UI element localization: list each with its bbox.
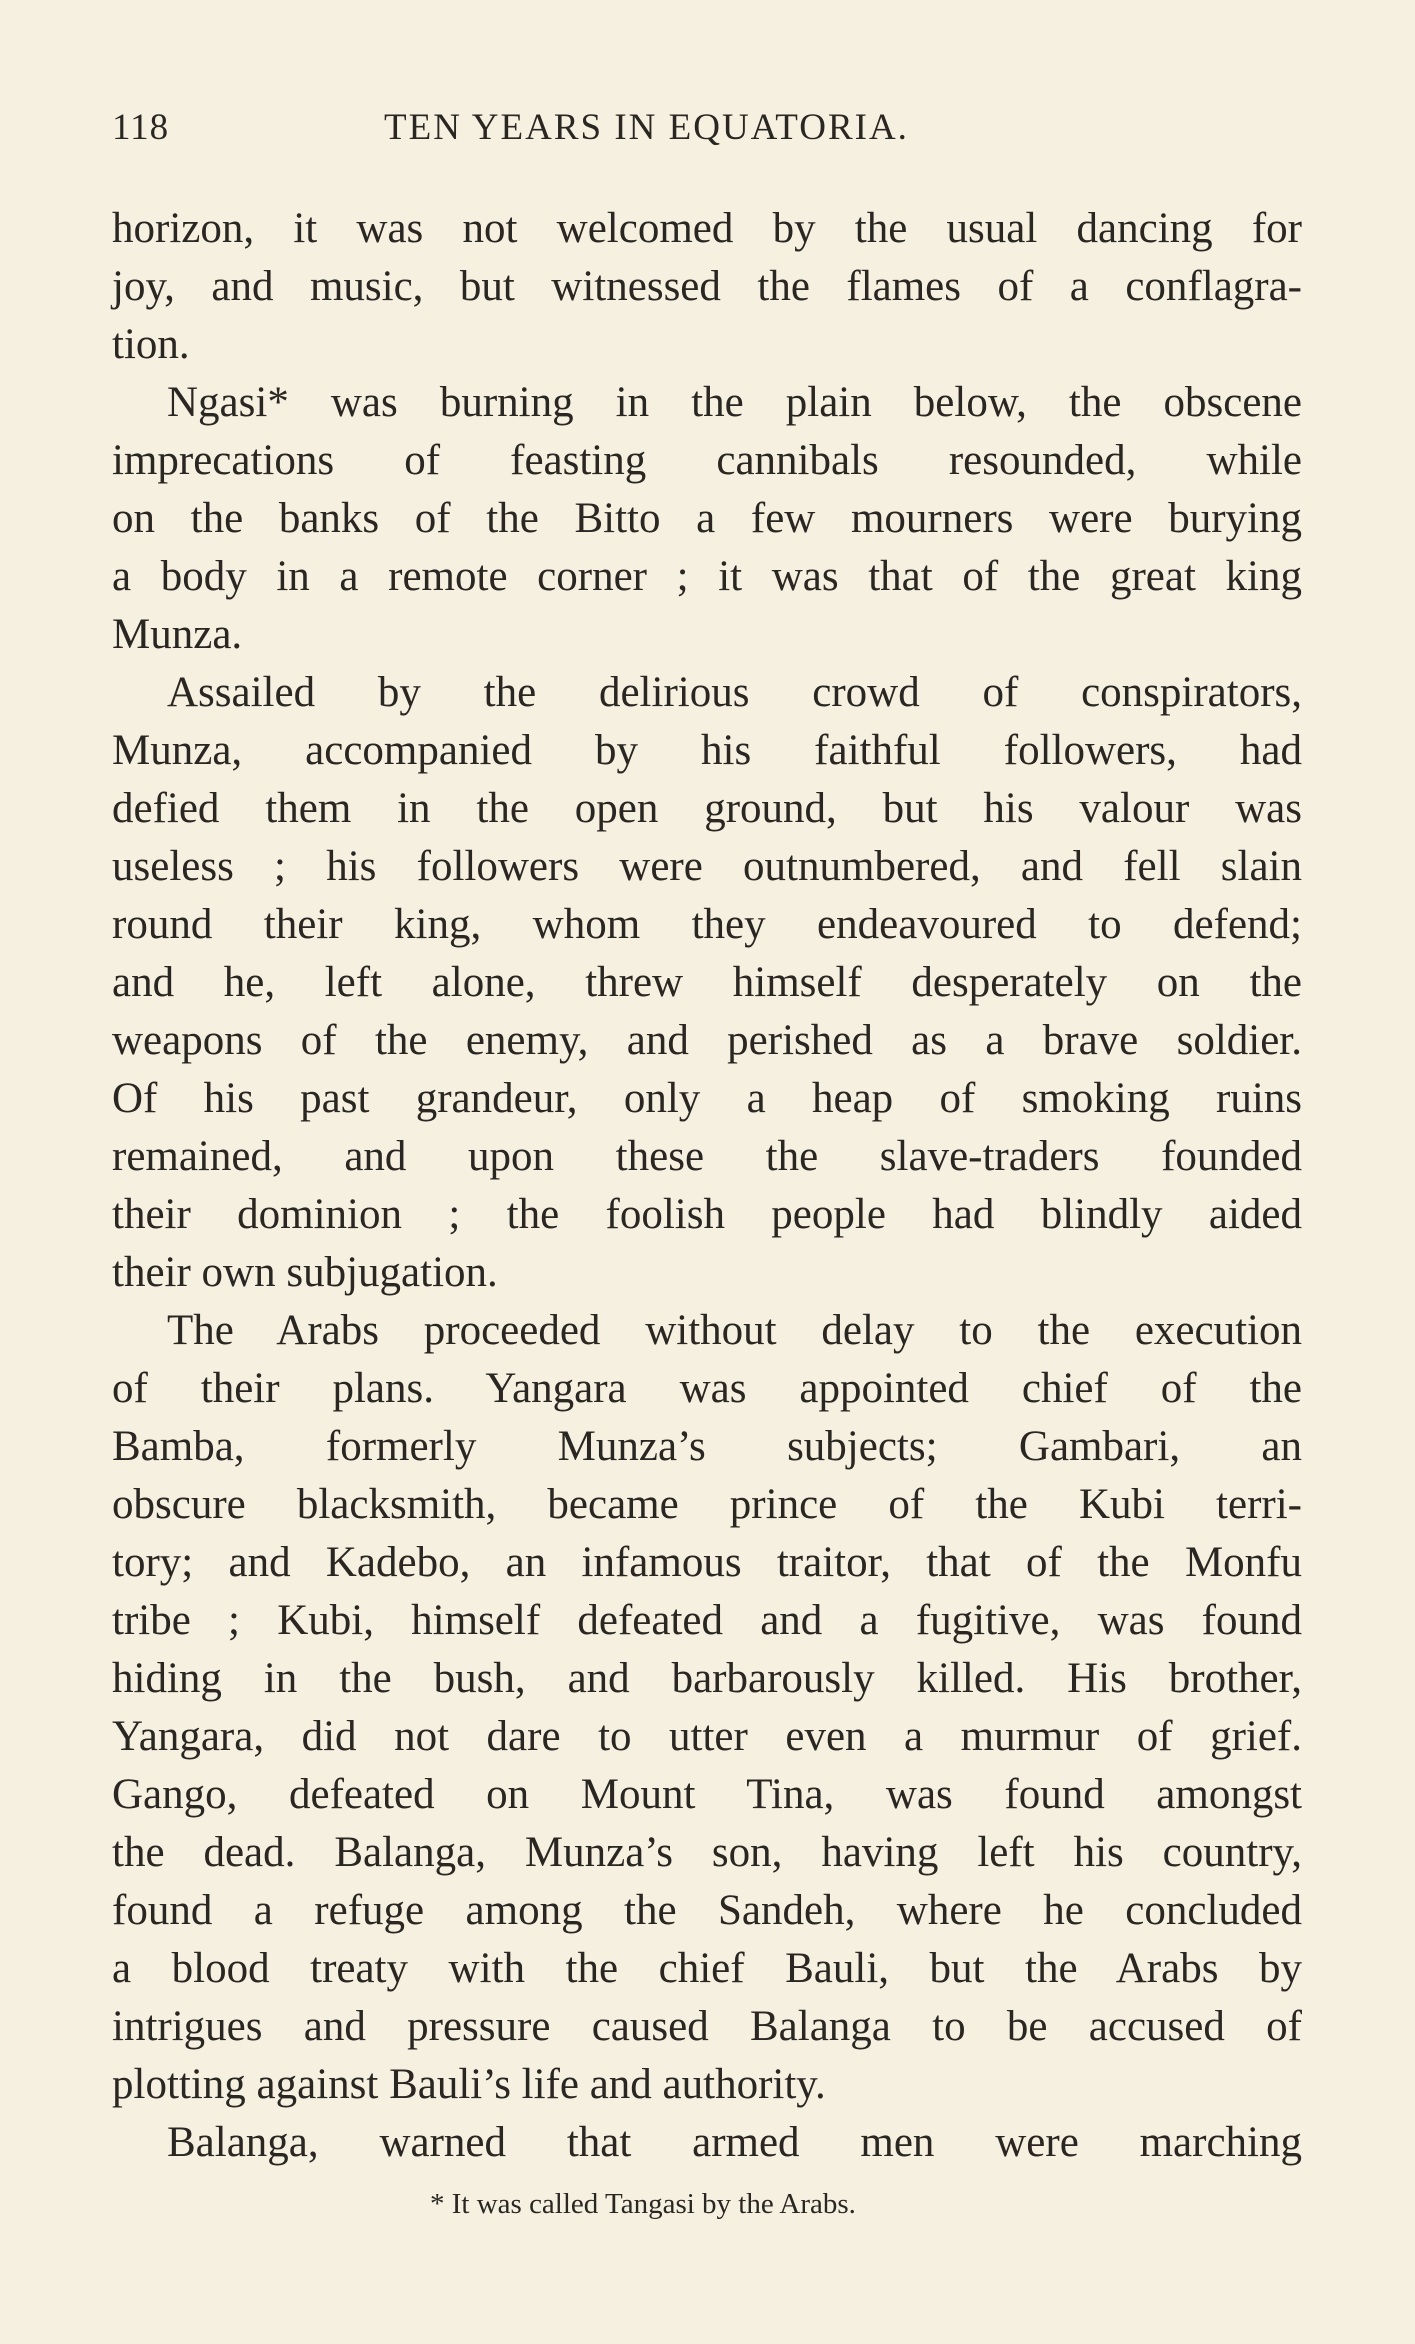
- text-line: Bamba, formerly Munza’s subjects; Gambari, an: [112, 1423, 1302, 1470]
- text-line: a blood treaty with the chief Bauli, but the Arabs by: [112, 1945, 1302, 1992]
- text-line: imprecations of feasting cannibals resounded, while: [112, 437, 1302, 484]
- text-line: Assailed by the delirious crowd of conspirators,: [167, 669, 1302, 716]
- text-line: Munza.: [112, 611, 243, 658]
- text-line: defied them in the open ground, but his valour was: [112, 785, 1302, 832]
- text-line: remained, and upon these the slave-traders founded: [112, 1133, 1302, 1180]
- page-number: 118: [112, 107, 170, 148]
- footnote: * It was called Tangasi by the Arabs.: [430, 2188, 856, 2220]
- text-line: Of his past grandeur, only a heap of smoking ruins: [112, 1075, 1302, 1122]
- text-line: and he, left alone, threw himself desperately on the: [112, 959, 1302, 1006]
- text-line: Ngasi* was burning in the plain below, the obscene: [167, 379, 1302, 426]
- text-line: their own subjugation.: [112, 1249, 498, 1296]
- text-line: the dead. Balanga, Munza’s son, having left his country,: [112, 1829, 1302, 1876]
- text-line: intrigues and pressure caused Balanga to be accused of: [112, 2003, 1302, 2050]
- text-line: weapons of the enemy, and perished as a brave soldier.: [112, 1017, 1302, 1064]
- text-line: obscure blacksmith, became prince of the Kubi terri-: [112, 1481, 1302, 1528]
- text-line: joy, and music, but witnessed the flames of a conflagra-: [112, 263, 1302, 310]
- text-line: Gango, defeated on Mount Tina, was found amongst: [112, 1771, 1302, 1818]
- text-line: Yangara, did not dare to utter even a murmur of grief.: [112, 1713, 1302, 1760]
- text-line: on the banks of the Bitto a few mourners were burying: [112, 495, 1302, 542]
- text-line: a body in a remote corner ; it was that of the great king: [112, 553, 1302, 600]
- text-line: hiding in the bush, and barbarously killed. His brother,: [112, 1655, 1302, 1702]
- text-line: found a refuge among the Sandeh, where he concluded: [112, 1887, 1302, 1934]
- running-title: TEN YEARS IN EQUATORIA.: [384, 107, 909, 148]
- text-line: of their plans. Yangara was appointed chief of the: [112, 1365, 1302, 1412]
- text-line: Balanga, warned that armed men were marching: [167, 2119, 1302, 2166]
- running-head: [112, 106, 1302, 156]
- text-line: The Arabs proceeded without delay to the execution: [167, 1307, 1302, 1354]
- text-line: Munza, accompanied by his faithful followers, had: [112, 727, 1302, 774]
- text-line: tory; and Kadebo, an infamous traitor, that of the Monfu: [112, 1539, 1302, 1586]
- text-line: tribe ; Kubi, himself defeated and a fugitive, was found: [112, 1597, 1302, 1644]
- text-line: horizon, it was not welcomed by the usual dancing for: [112, 205, 1302, 252]
- text-line: their dominion ; the foolish people had blindly aided: [112, 1191, 1302, 1238]
- body-text: [112, 200, 1302, 2172]
- text-line: round their king, whom they endeavoured to defend;: [112, 901, 1302, 948]
- text-line: useless ; his followers were outnumbered, and fell slain: [112, 843, 1302, 890]
- text-line: tion.: [112, 321, 190, 368]
- text-line: plotting against Bauli’s life and authority.: [112, 2061, 826, 2108]
